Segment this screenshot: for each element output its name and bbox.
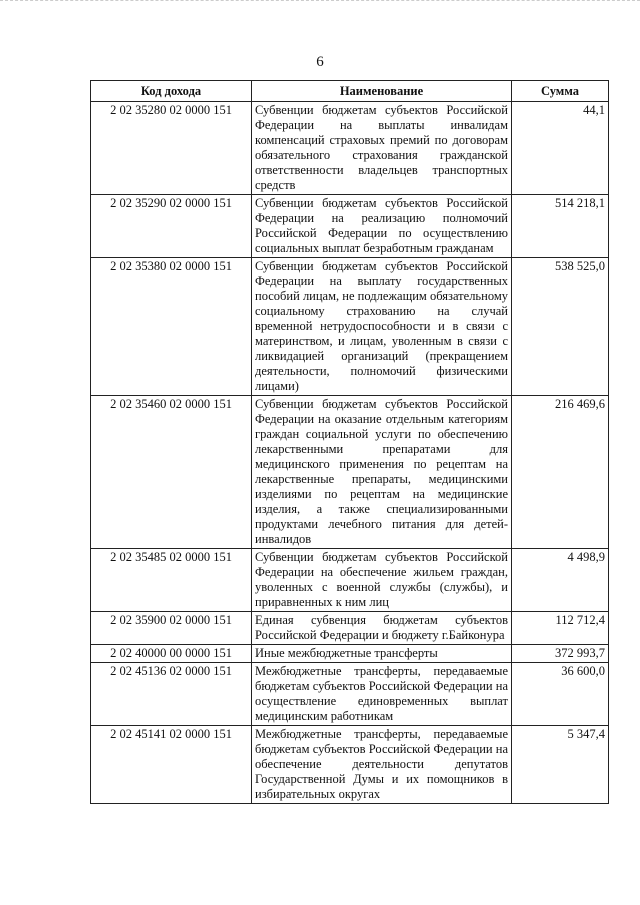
income-sum: 372 993,7 (512, 645, 609, 663)
header-name: Наименование (252, 81, 512, 102)
table-row (91, 258, 609, 396)
income-name: Субвенции бюджетам субъектов Российской Федерации на обеспечение жильем граждан, уволенных с военной службы (службы), и приравненных к ним лиц (252, 549, 512, 612)
income-sum: 44,1 (512, 102, 609, 195)
income-code: 2 02 40000 00 0000 151 (91, 645, 252, 663)
table-row (91, 645, 609, 663)
header-row (91, 81, 609, 102)
table-row (91, 663, 609, 726)
income-name: Межбюджетные трансферты, передаваемые бюджетам субъектов Российской Федерации на осуществление единовременных выплат медицинским работникам (252, 663, 512, 726)
income-name: Межбюджетные трансферты, передаваемые бюджетам субъектов Российской Федерации на обеспечение деятельности депутатов Государственной Думы и их помощников в избирательных округах (252, 726, 512, 804)
income-sum: 4 498,9 (512, 549, 609, 612)
income-sum: 5 347,4 (512, 726, 609, 804)
income-sum: 36 600,0 (512, 663, 609, 726)
income-name: Субвенции бюджетам субъектов Российской Федерации на реализацию полномочий Российской Федерации по осуществлению социальных выплат безработным гражданам (252, 195, 512, 258)
income-code: 2 02 45141 02 0000 151 (91, 726, 252, 804)
income-name: Субвенции бюджетам субъектов Российской Федерации на выплаты инвалидам компенсаций страховых премий по договорам обязательного страхования гражданской ответственности владельцев транспортных средств (252, 102, 512, 195)
income-sum: 216 469,6 (512, 396, 609, 549)
income-code: 2 02 45136 02 0000 151 (91, 663, 252, 726)
table-header (91, 81, 609, 102)
table-row (91, 549, 609, 612)
header-sum: Сумма (512, 81, 609, 102)
income-name: Иные межбюджетные трансферты (252, 645, 512, 663)
table-row (91, 612, 609, 645)
header-code: Код дохода (91, 81, 252, 102)
income-code: 2 02 35290 02 0000 151 (91, 195, 252, 258)
income-code: 2 02 35900 02 0000 151 (91, 612, 252, 645)
income-code: 2 02 35485 02 0000 151 (91, 549, 252, 612)
table-row (91, 396, 609, 549)
income-code: 2 02 35380 02 0000 151 (91, 258, 252, 396)
income-code: 2 02 35280 02 0000 151 (91, 102, 252, 195)
income-name: Субвенции бюджетам субъектов Российской Федерации на выплату государственных пособий лицам, не подлежащим обязательному социальному страхованию на случай временной нетрудоспособности и в связи с материнством, и лицам, уволенным в связи с ликвидацией организаций (прекращением деятельности, полномочий физическими лицами) (252, 258, 512, 396)
income-sum: 112 712,4 (512, 612, 609, 645)
income-name: Субвенции бюджетам субъектов Российской Федерации на оказание отдельным категориям граждан социальной услуги по обеспечению лекарственными препаратами для медицинского применения по рецептам на лекарственные препараты, медицинскими изделиями по рецептам на медицинские изделия, а также специализированными продуктами лечебного питания для детей-инвалидов (252, 396, 512, 549)
income-name: Единая субвенция бюджетам субъектов Российской Федерации и бюджету г.Байконура (252, 612, 512, 645)
table-body (91, 102, 609, 804)
income-sum: 514 218,1 (512, 195, 609, 258)
scan-edge (0, 0, 640, 4)
table-row (91, 102, 609, 195)
income-code: 2 02 35460 02 0000 151 (91, 396, 252, 549)
table-row (91, 195, 609, 258)
income-sum: 538 525,0 (512, 258, 609, 396)
table-row (91, 726, 609, 804)
page-number: 6 (316, 54, 324, 70)
revenue-table (90, 80, 609, 804)
